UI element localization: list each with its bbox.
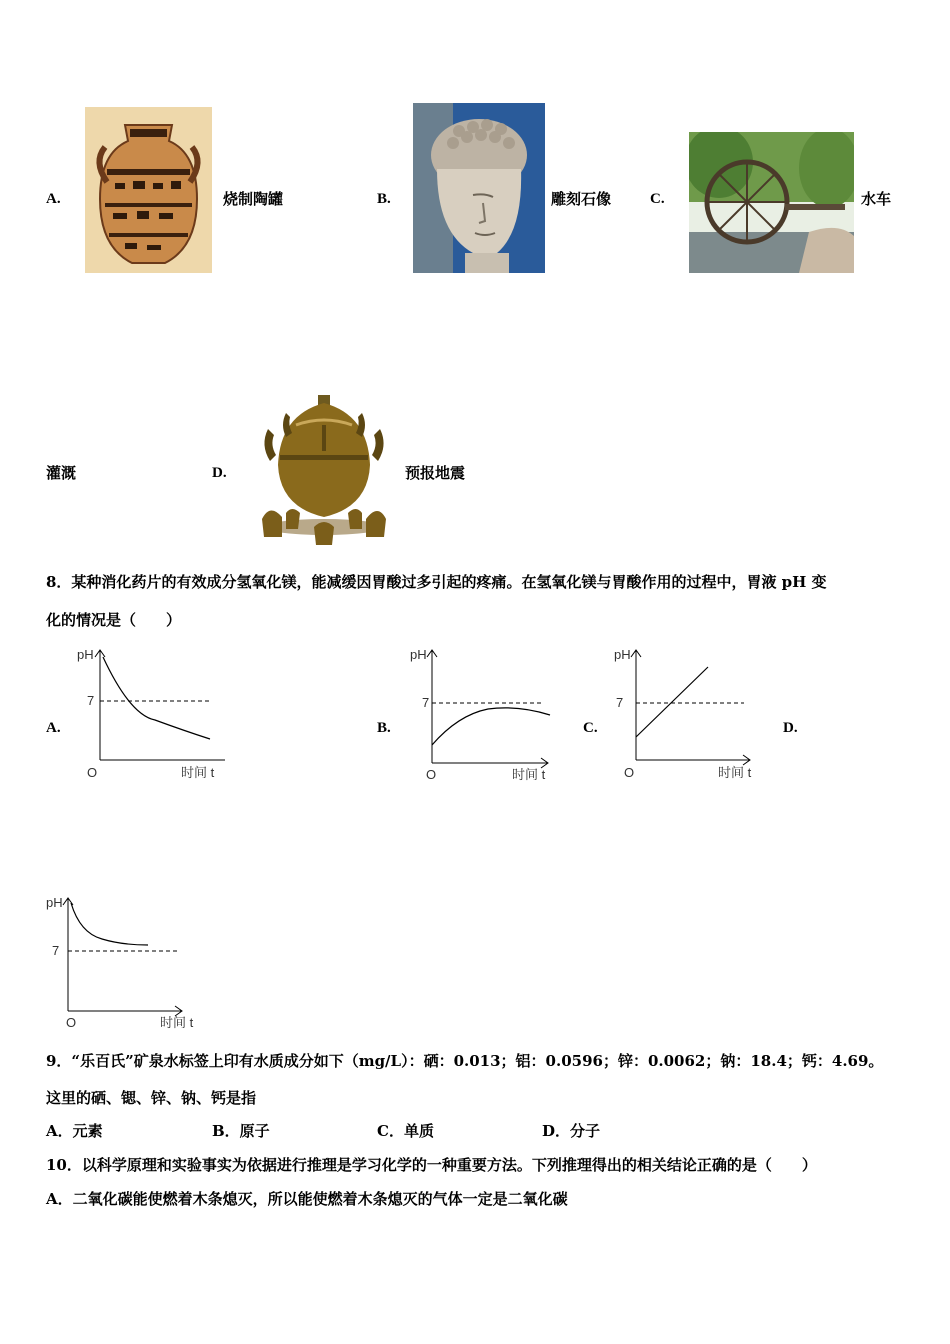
ph-chart-b xyxy=(408,645,568,785)
option-b-label: 雕刻石像 xyxy=(551,190,612,208)
option-a-label: 烧制陶罐 xyxy=(223,190,284,208)
option-c-label-continued: 灌溉 xyxy=(46,464,77,482)
option-b-letter: B. xyxy=(377,191,391,207)
q8-option-a-letter: A. xyxy=(46,720,61,736)
reference-tick-label: 7 xyxy=(422,695,430,710)
ph-curve xyxy=(103,657,210,739)
q8-option-c-letter: C. xyxy=(583,720,598,736)
option-d-letter: D. xyxy=(212,465,227,481)
y-axis-label: pH xyxy=(614,647,631,662)
q8-option-b-letter: B. xyxy=(377,720,391,736)
reference-tick-label: 7 xyxy=(616,695,624,710)
stone-buddha-head-icon xyxy=(413,103,545,273)
x-axis-label: 时间 t xyxy=(718,765,752,780)
origin-label: O xyxy=(87,765,98,780)
q8-option-d-letter: D. xyxy=(783,720,798,736)
q9-option-a: A．元素 xyxy=(46,1122,103,1140)
q8-stem-line1: 8．某种消化药片的有效成分氢氧化镁，能减缓因胃酸过多引起的疼痛。在氢氧化镁与胃酸作用的过程中，胃液 pH 变 xyxy=(46,573,827,591)
y-axis-label: pH xyxy=(410,647,427,662)
q9-option-b: B．原子 xyxy=(212,1122,270,1140)
option-d-label: 预报地震 xyxy=(405,464,466,482)
ph-curve xyxy=(71,903,148,945)
seismoscope-icon xyxy=(256,395,392,547)
option-c-letter: C. xyxy=(650,191,665,207)
q9-option-d: D．分子 xyxy=(542,1122,601,1140)
option-c-label: 水车 xyxy=(861,190,892,208)
y-axis-label: pH xyxy=(46,895,63,910)
q9-option-c: C．单质 xyxy=(377,1122,434,1140)
y-axis-label: pH xyxy=(77,647,94,662)
origin-label: O xyxy=(66,1015,77,1030)
x-axis-label: 时间 t xyxy=(181,765,215,780)
ph-line xyxy=(636,667,708,737)
water-wheel-icon xyxy=(689,132,854,273)
ph-curve xyxy=(432,708,550,745)
ph-chart-d xyxy=(44,893,214,1033)
ph-chart-a xyxy=(75,645,235,785)
reference-tick-label: 7 xyxy=(87,693,95,708)
reference-tick-label: 7 xyxy=(52,943,60,958)
x-axis-label: 时间 t xyxy=(512,767,546,782)
origin-label: O xyxy=(624,765,635,780)
q10-option-a: A．二氧化碳能使燃着木条熄灭，所以能使燃着木条熄灭的气体一定是二氧化碳 xyxy=(46,1190,568,1208)
q9-stem-line2: 这里的硒、锶、锌、钠、钙是指 xyxy=(46,1089,257,1107)
option-a-letter: A. xyxy=(46,191,61,207)
x-axis-label: 时间 t xyxy=(160,1015,194,1030)
ph-chart-c xyxy=(612,645,772,785)
pottery-jar-icon xyxy=(85,107,212,273)
q8-stem-line2: 化的情况是（ ） xyxy=(46,611,182,629)
origin-label: O xyxy=(426,767,437,782)
q9-stem-line1: 9．“乐百氏”矿泉水标签上印有水质成分如下（mg/L）：硒：0.013；铝：0.0596；锌：0.0062；钠：18.4；钙：4.69。 xyxy=(46,1052,884,1070)
q10-stem: 10．以科学原理和实验事实为依据进行推理是学习化学的一种重要方法。下列推理得出的相关结论正确的是（ ） xyxy=(46,1156,817,1174)
